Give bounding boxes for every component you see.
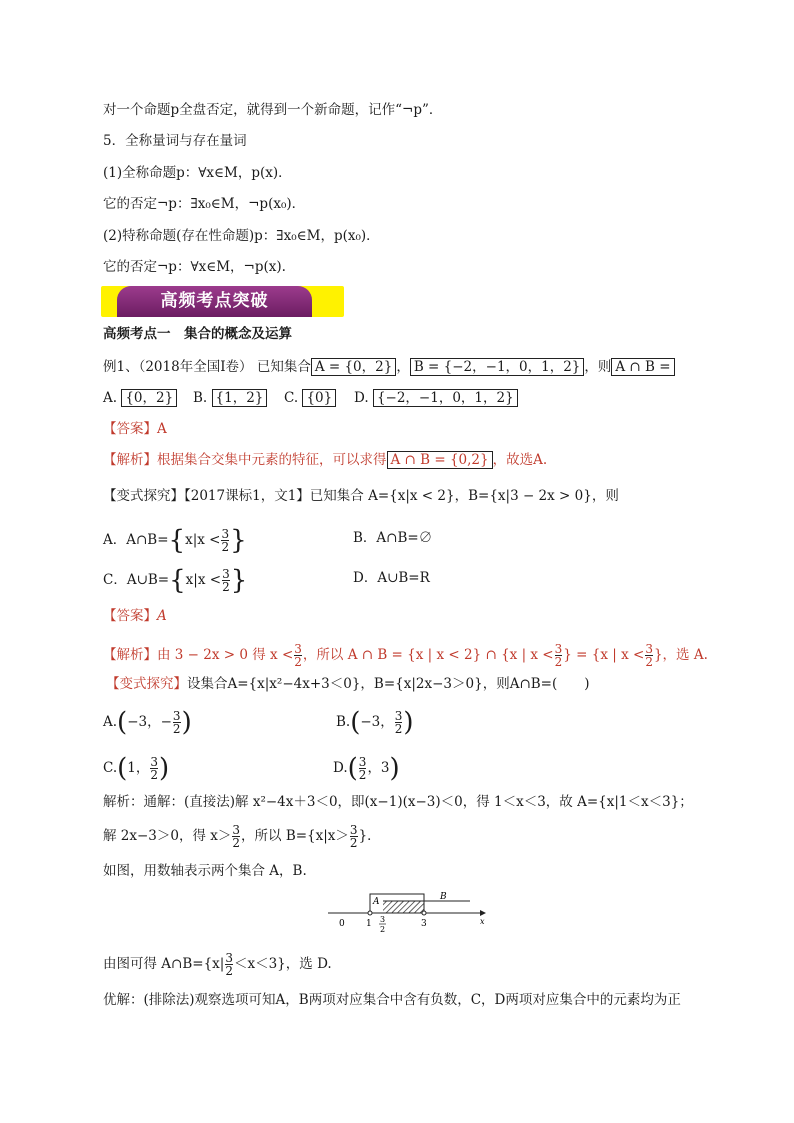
example1-set-b: B = {−2，−1，0，1，2} — [410, 358, 585, 376]
example1-option-d — [354, 388, 518, 408]
example1-stem — [103, 357, 675, 377]
endpoint-3 — [422, 911, 426, 915]
option-value: −3， — [360, 714, 394, 730]
axis-arrow — [480, 910, 486, 916]
answer-value: A — [157, 421, 167, 437]
fraction: $\frac{3}{2}$ — [294, 642, 302, 669]
variant2-solution-line2 — [103, 824, 381, 849]
section5-title: 5．全称量词与存在量词 — [103, 133, 247, 149]
section-banner — [101, 286, 344, 317]
variant1-option-a: A．A∩B={x|x < $\frac{3}{2}$ } — [103, 525, 247, 556]
tick-1: 1 — [366, 919, 372, 929]
option-prefix: A．A∩B= — [103, 532, 169, 548]
option-value: ，3 — [367, 760, 390, 776]
option-letter: B. — [336, 714, 351, 730]
variant1-analysis — [103, 643, 708, 668]
option-value: {0，2} — [121, 389, 177, 407]
option-letter: A. — [103, 714, 118, 730]
set-a-label: A — [373, 897, 380, 907]
fraction: $\frac{3}{2}$ — [358, 755, 367, 782]
fraction: $\frac{3}{2}$ — [232, 823, 241, 850]
analysis-tag: 【解析】 — [103, 452, 157, 468]
fraction: $\frac{3}{2}$ — [554, 642, 563, 669]
analysis-part3: } = {x | x < — [563, 647, 645, 663]
example1-analysis — [103, 450, 547, 470]
tick-frac-den: 2 — [380, 925, 386, 934]
endpoint-1 — [368, 911, 372, 915]
axis-label: x — [480, 917, 485, 926]
fraction: $\frac{3}{2}$ — [150, 755, 159, 782]
variant2-solution-line3: 如图，用数轴表示两个集合 A，B. — [103, 863, 307, 879]
option-set: x|x < — [185, 532, 221, 548]
option-letter: C. — [103, 760, 118, 776]
fraction: $\frac{3}{2}$ — [221, 527, 230, 554]
variant-stem: 已知集合 A={x|x < 2}，B={x|3 − 2x > 0}，则 — [309, 488, 619, 504]
example1-answer — [103, 419, 167, 439]
option-letter: D. — [354, 390, 369, 406]
example1-option-c — [284, 388, 336, 408]
variant2-option-a: A.(−3，− $\frac{3}{2}$ ) — [103, 707, 192, 738]
example1-sep: ， — [396, 359, 410, 375]
solution-part: 由图可得 A∩B={x| — [103, 956, 225, 972]
solution-part: ，所以 B={x|x＞ — [241, 828, 349, 844]
solution-part: 解 2x−3＞0，得 x＞ — [103, 828, 232, 844]
tick-3: 3 — [421, 919, 427, 929]
variant1-option-c: C．A∪B={x|x < $\frac{3}{2}$ } — [103, 565, 248, 596]
existential-negation: 它的否定¬p：∀x∈M，¬p(x). — [103, 259, 286, 275]
option-letter: C. — [284, 390, 299, 406]
variant1-answer — [103, 606, 167, 626]
answer-value: A — [157, 608, 167, 624]
tick-0: 0 — [339, 919, 345, 929]
variant2-option-d: D.( $\frac{3}{2}$ ，3) — [333, 753, 400, 784]
solution-part: ＜x＜3}，选 D. — [233, 956, 332, 972]
variant-source: 【2017课标1，文1】 — [184, 488, 310, 504]
variant2-option-b: B.(−3， $\frac{3}{2}$ ) — [336, 707, 414, 738]
analysis-text: 根据集合交集中元素的特征，可以求得 — [157, 452, 387, 468]
negation-definition: 对一个命题p全盘否定，就得到一个新命题，记作“¬p”． — [103, 102, 443, 118]
option-letter: D. — [333, 760, 348, 776]
analysis-result: A ∩ B = {0,2} — [387, 451, 493, 469]
fraction: $\frac{3}{2}$ — [172, 709, 181, 736]
variant2-stem — [106, 674, 590, 694]
fraction: $\frac{3}{2}$ — [645, 642, 653, 669]
option-value: −3，− — [127, 714, 172, 730]
variant1-option-d: D．A∪B=R — [353, 570, 430, 586]
fraction: $\frac{3}{2}$ — [222, 567, 230, 594]
variant2-solution-line5: 优解：(排除法)观察选项可知A，B两项对应集合中含有负数，C，D两项对应集合中的元素均为正 — [103, 992, 681, 1008]
example1-set-a: A = {0，2} — [311, 358, 397, 376]
example1-prefix: 例1、（2018年全国Ⅰ卷） 已知集合 — [103, 359, 311, 375]
analysis-tag: 【解析】 — [103, 647, 157, 663]
option-letter: A. — [103, 390, 118, 406]
existential-proposition: (2)特称命题(存在性命题)p：∃x₀∈M，p(x₀)． — [103, 228, 380, 244]
set-b-label: B — [440, 892, 447, 902]
option-value: 1， — [127, 760, 150, 776]
universal-negation: 它的否定¬p：∃x₀∈M，¬p(x₀)． — [103, 196, 306, 212]
variant-tag: 【变式探究】 — [106, 676, 187, 692]
universal-proposition: (1)全称命题p：∀x∈M，p(x)． — [103, 165, 292, 181]
example1-option-a — [103, 388, 177, 408]
variant1-stem — [103, 486, 619, 506]
variant2-solution-line1: 解析：通解：(直接法)解 x²−4x＋3＜0，即(x−1)(x−3)＜0，得 1＜x＜3，故 A={x|1＜x＜3}； — [103, 794, 693, 810]
analysis-part4: }，选 A. — [653, 647, 708, 663]
option-value: {−2，−1，0，1，2} — [373, 389, 518, 407]
variant2-solution-line4 — [103, 952, 332, 977]
fraction: $\frac{3}{2}$ — [394, 709, 403, 736]
answer-tag: 【答案】 — [103, 421, 157, 437]
example1-then: ，则 — [584, 359, 612, 375]
answer-tag: 【答案】 — [103, 608, 157, 624]
fraction: $\frac{3}{2}$ — [225, 951, 233, 978]
fraction: $\frac{3}{2}$ — [349, 823, 358, 850]
option-set: x|x < — [185, 572, 222, 588]
number-line-diagram — [320, 888, 495, 936]
option-prefix: C．A∪B= — [103, 572, 170, 588]
variant1-option-b: B．A∩B=∅ — [353, 530, 433, 546]
solution-part: }． — [358, 828, 381, 844]
banner-label: 高频考点突破 — [117, 286, 312, 317]
variant-tag: 【变式探究】 — [103, 488, 184, 504]
variant-stem: 设集合A={x|x²−4x+3＜0}，B={x|2x−3＞0}，则A∩B=( ) — [187, 676, 590, 692]
intersection-hatch — [383, 901, 424, 913]
example1-question: A ∩ B = — [611, 358, 674, 376]
analysis-part2: ，所以 A ∩ B = {x | x < 2} ∩ {x | x < — [302, 647, 554, 663]
topic-title: 高频考点一 集合的概念及运算 — [103, 326, 292, 342]
option-value: {0} — [302, 389, 336, 407]
analysis-part1: 由 3 − 2x > 0 得 x < — [157, 647, 294, 663]
option-value: {1，2} — [212, 389, 268, 407]
example1-option-b — [193, 388, 267, 408]
option-letter: B. — [193, 390, 208, 406]
tick-frac-num: 3 — [380, 915, 386, 924]
variant2-option-c: C.(1， $\frac{3}{2}$ ) — [103, 753, 170, 784]
analysis-end: ，故选A. — [492, 452, 548, 468]
